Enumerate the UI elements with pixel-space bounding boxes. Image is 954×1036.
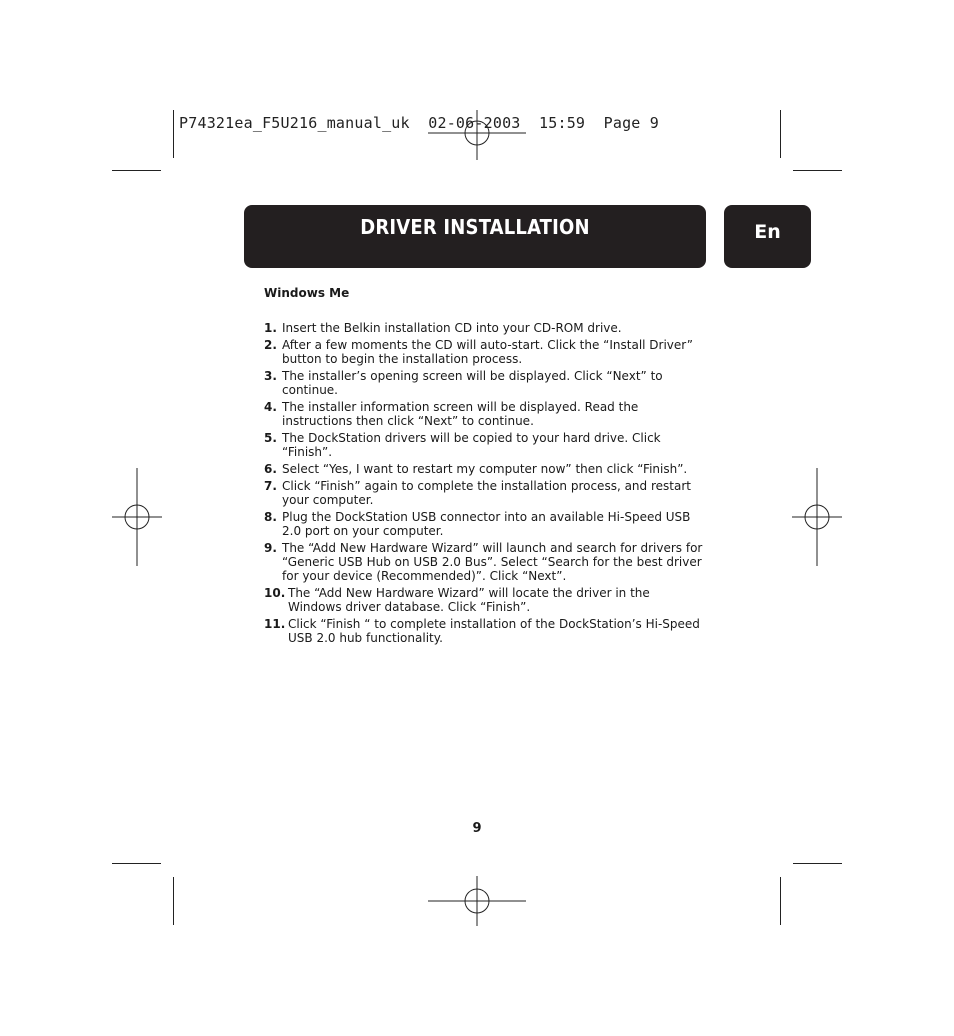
list-item	[264, 617, 704, 645]
page-title: DRIVER INSTALLATION	[360, 215, 590, 239]
step-number: 11.	[264, 617, 286, 631]
step-text: Click “Finish “ to complete installation of the DockStation’s Hi-Speed USB 2.0 hub functionality.	[288, 617, 700, 645]
step-number: 3.	[264, 369, 277, 383]
list-item	[264, 321, 704, 335]
crop-mark	[780, 110, 781, 158]
step-text: The installer information screen will be displayed. Read the instructions then click “Next” to continue.	[282, 400, 639, 428]
list-item	[264, 400, 704, 428]
list-item	[264, 510, 704, 538]
list-item	[264, 462, 704, 476]
step-text: The “Add New Hardware Wizard” will locate the driver in the Windows driver database. Click “Finish”.	[288, 586, 650, 614]
registration-mark-top	[428, 110, 526, 160]
crop-mark	[173, 877, 174, 925]
step-text: After a few moments the CD will auto-start. Click the “Install Driver” button to begin the installation process.	[282, 338, 693, 366]
print-slug: P74321ea_F5U216_manual_uk 02-06-2003 15:59 Page 9	[179, 114, 659, 132]
list-item	[264, 541, 704, 583]
step-text: Select “Yes, I want to restart my computer now” then click “Finish”.	[282, 462, 688, 476]
crop-mark	[173, 110, 174, 158]
step-number: 6.	[264, 462, 277, 476]
list-item	[264, 479, 704, 507]
step-number: 9.	[264, 541, 277, 555]
language-tab-label: En	[754, 221, 781, 243]
step-number: 4.	[264, 400, 277, 414]
list-item	[264, 369, 704, 397]
registration-mark-bottom	[428, 876, 526, 926]
crop-mark	[112, 170, 161, 171]
list-item	[264, 338, 704, 366]
step-number: 10.	[264, 586, 286, 600]
crop-mark	[112, 863, 161, 864]
step-number: 2.	[264, 338, 277, 352]
list-item	[264, 586, 704, 614]
step-number: 7.	[264, 479, 277, 493]
registration-mark-right	[792, 468, 842, 566]
step-number: 8.	[264, 510, 277, 524]
installation-steps-list	[264, 321, 704, 648]
registration-mark-left	[112, 468, 162, 566]
crop-mark	[793, 170, 842, 171]
page-number: 9	[472, 821, 482, 836]
step-text: The DockStation drivers will be copied to your hard drive. Click “Finish”.	[282, 431, 661, 459]
section-heading: Windows Me	[264, 286, 350, 300]
step-text: The “Add New Hardware Wizard” will launch and search for drivers for “Generic USB Hub on USB 2.0 Bus”. Select “Search for the best driver for your device (Recommended)”. Click “Next”.	[282, 541, 703, 583]
step-number: 1.	[264, 321, 277, 335]
step-text: The installer’s opening screen will be displayed. Click “Next” to continue.	[282, 369, 663, 397]
step-text: Insert the Belkin installation CD into your CD-ROM drive.	[282, 321, 622, 335]
list-item	[264, 431, 704, 459]
section-header-bar	[244, 205, 706, 268]
step-text: Plug the DockStation USB connector into an available Hi-Speed USB 2.0 port on your computer.	[282, 510, 691, 538]
language-tab	[724, 205, 811, 268]
crop-mark	[793, 863, 842, 864]
step-text: Click “Finish” again to complete the installation process, and restart your computer.	[282, 479, 691, 507]
crop-mark	[780, 877, 781, 925]
step-number: 5.	[264, 431, 277, 445]
